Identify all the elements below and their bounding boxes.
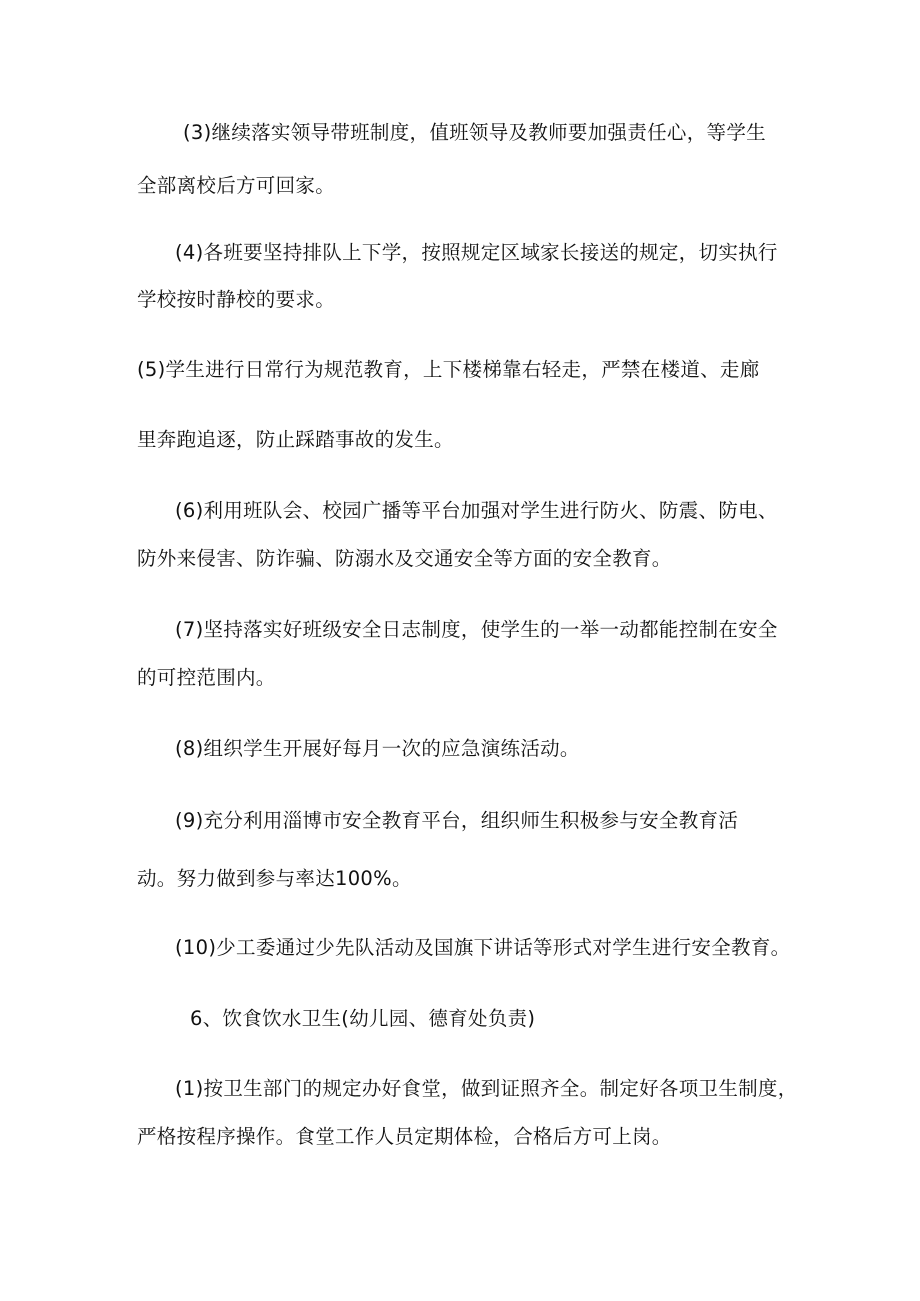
item-4-line-1: (4)各班要坚持排队上下学，按照规定区域家长接送的规定，切实执行 [175, 241, 778, 264]
item-7-line-2: 的可控范围内。 [137, 666, 276, 689]
item-6-line-2: 防外来侵害、防诈骗、防溺水及交通安全等方面的安全教育。 [137, 547, 672, 570]
item-8-line-1: (8)组织学生开展好每月一次的应急演练活动。 [175, 737, 580, 760]
section-6-item-1-line-1: (1)按卫生部门的规定办好食堂，做到证照齐全。制定好各项卫生制度， [175, 1077, 798, 1100]
item-3-line-1: (3)继续落实领导带班制度，值班领导及教师要加强责任心，等学生 [183, 121, 766, 144]
section-6-heading: 6、饮食饮水卫生(幼儿园、德育处负责) [190, 1007, 536, 1030]
section-6-item-1-line-2: 严格按程序操作。食堂工作人员定期体检，合格后方可上岗。 [137, 1125, 672, 1148]
item-7-line-1: (7)坚持落实好班级安全日志制度，使学生的一举一动都能控制在安全 [175, 618, 778, 641]
item-5-line-1: (5)学生进行日常行为规范教育，上下楼梯靠右轻走，严禁在楼道、走廊 [137, 358, 760, 381]
item-6-line-1: (6)利用班队会、校园广播等平台加强对学生进行防火、防震、防电、 [175, 499, 778, 522]
item-4-line-2: 学校按时静校的要求。 [137, 288, 336, 311]
item-9-line-2: 动。努力做到参与率达100%。 [137, 867, 412, 890]
item-5-line-2: 里奔跑追逐，防止踩踏事故的发生。 [137, 428, 454, 451]
item-9-line-1: (9)充分利用淄博市安全教育平台，组织师生积极参与安全教育活 [175, 809, 739, 832]
item-3-line-2: 全部离校后方可回家。 [137, 174, 336, 197]
item-10-line-1: (10)少工委通过少先队活动及国旗下讲话等形式对学生进行安全教育。 [175, 936, 791, 959]
